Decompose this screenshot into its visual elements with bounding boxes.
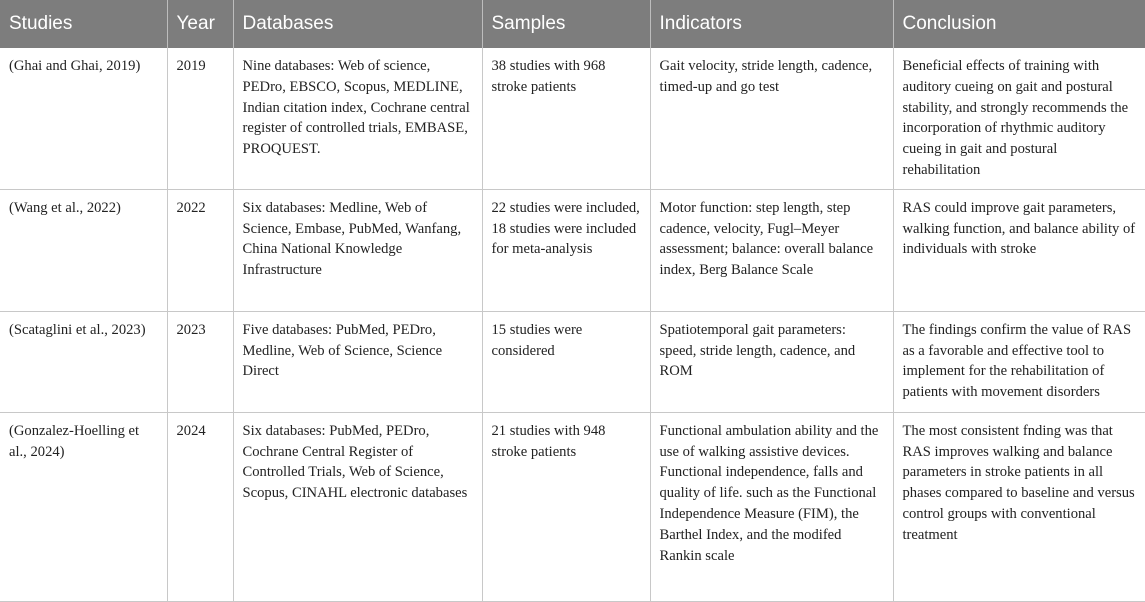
header-studies: Studies — [0, 0, 167, 48]
header-indicators: Indicators — [650, 0, 893, 48]
cell-study: (Scataglini et al., 2023) — [0, 311, 167, 412]
cell-samples: 21 studies with 948 stroke patients — [482, 412, 650, 601]
cell-conclusion: The findings confirm the value of RAS as a favorable and effective tool to implement for the rehabilitation of patients with movement disorders — [893, 311, 1145, 412]
cell-indicators: Spatiotemporal gait parameters: speed, stride length, cadence, and ROM — [650, 311, 893, 412]
cell-study: (Ghai and Ghai, 2019) — [0, 48, 167, 189]
header-samples: Samples — [482, 0, 650, 48]
cell-year: 2019 — [167, 48, 233, 189]
header-row — [0, 0, 1145, 48]
cell-indicators: Functional ambulation ability and the use of walking assistive devices. Functional independence, falls and quality of life. such as the Functional Independence Measure (FIM), the Barthel Index, and the modifed Rankin scale — [650, 412, 893, 601]
table-row — [0, 412, 1145, 601]
cell-conclusion: The most consistent fnding was that RAS improves walking and balance parameters in stroke patients in all phases compared to baseline and versus control groups with conventional treatment — [893, 412, 1145, 601]
cell-conclusion: RAS could improve gait parameters, walking function, and balance ability of individuals with stroke — [893, 189, 1145, 311]
cell-indicators: Motor function: step length, step cadence, velocity, Fugl–Meyer assessment; balance: overall balance index, Berg Balance Scale — [650, 189, 893, 311]
table-row — [0, 311, 1145, 412]
cell-samples: 38 studies with 968 stroke patients — [482, 48, 650, 189]
cell-databases: Six databases: PubMed, PEDro, Cochrane Central Register of Controlled Trials, Web of Science, Scopus, CINAHL electronic databases — [233, 412, 482, 601]
cell-databases: Nine databases: Web of science, PEDro, EBSCO, Scopus, MEDLINE, Indian citation index, Cochrane central register of controlled trials, EMBASE, PROQUEST. — [233, 48, 482, 189]
cell-samples: 22 studies were included, 18 studies were included for meta-analysis — [482, 189, 650, 311]
table-row — [0, 48, 1145, 189]
cell-databases: Six databases: Medline, Web of Science, Embase, PubMed, Wanfang, China National Knowledge Infrastructure — [233, 189, 482, 311]
cell-year: 2022 — [167, 189, 233, 311]
header-year: Year — [167, 0, 233, 48]
cell-study: (Wang et al., 2022) — [0, 189, 167, 311]
table-row — [0, 189, 1145, 311]
header-databases: Databases — [233, 0, 482, 48]
cell-study: (Gonzalez-Hoelling et al., 2024) — [0, 412, 167, 601]
cell-conclusion: Beneficial effects of training with auditory cueing on gait and postural stability, and strongly recommends the incorporation of rhythmic auditory cueing in gait and postural rehabilitation — [893, 48, 1145, 189]
cell-year: 2023 — [167, 311, 233, 412]
cell-indicators: Gait velocity, stride length, cadence, timed-up and go test — [650, 48, 893, 189]
cell-samples: 15 studies were considered — [482, 311, 650, 412]
cell-year: 2024 — [167, 412, 233, 601]
cell-databases: Five databases: PubMed, PEDro, Medline, Web of Science, Science Direct — [233, 311, 482, 412]
header-conclusion: Conclusion — [893, 0, 1145, 48]
